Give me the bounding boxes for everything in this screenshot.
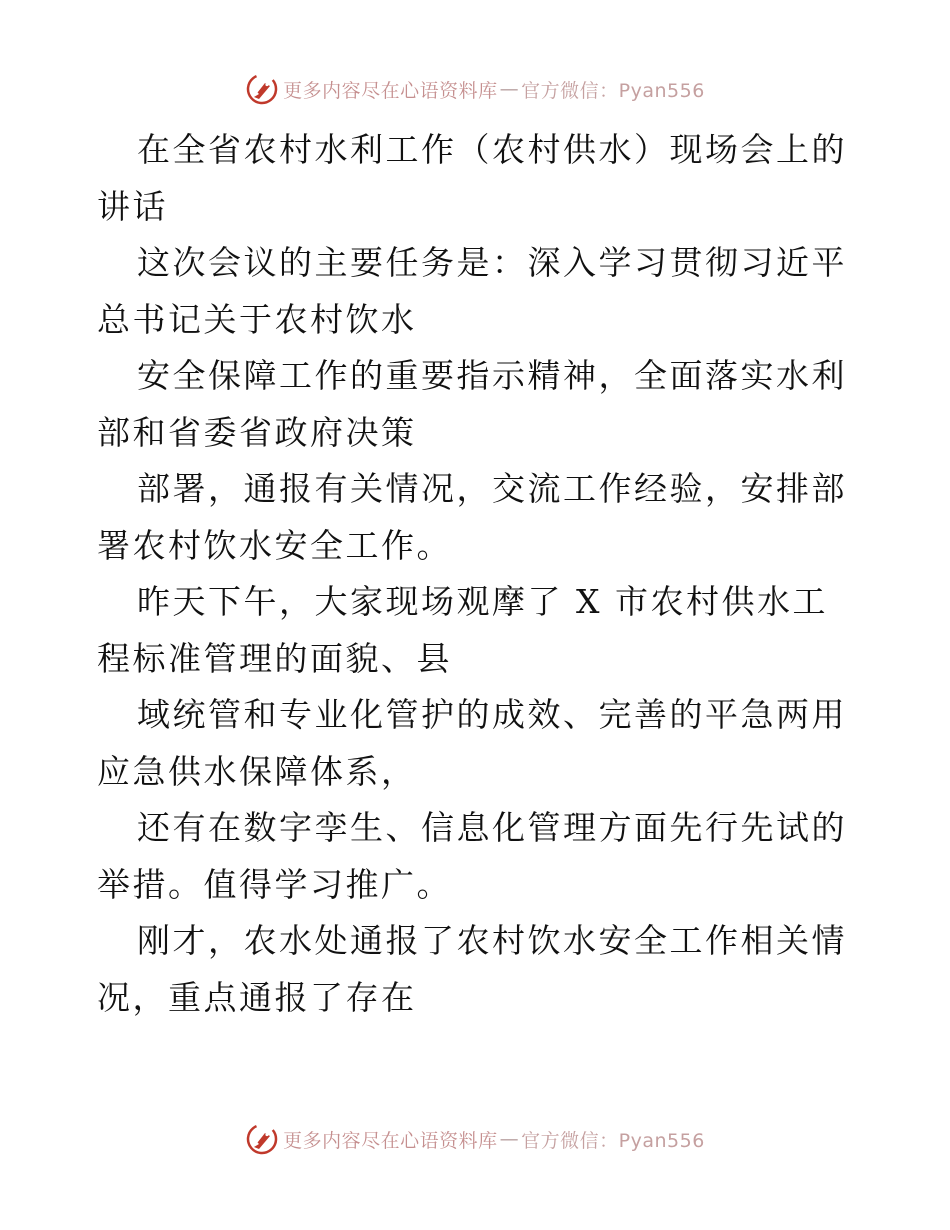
watermark-contact: 官方微信：Pyan556 bbox=[521, 1129, 705, 1152]
document-paragraph: 还有在数字孪生、信息化管理方面先行先试的举措。值得学习推广。 bbox=[97, 808, 847, 904]
watermark-separator: — bbox=[499, 78, 520, 100]
pen-nib-logo-icon bbox=[245, 72, 279, 106]
watermark-separator: — bbox=[499, 1128, 520, 1150]
document-paragraph: 安全保障工作的重要指示精神，全面落实水利部和省委省政府决策 bbox=[97, 356, 847, 452]
document-paragraph: 域统管和专业化管护的成效、完善的平急两用应急供水保障体系， bbox=[97, 695, 847, 791]
watermark-banner-top bbox=[0, 72, 950, 106]
watermark-text: 更多内容尽在心语资料库 bbox=[283, 1129, 498, 1152]
document-paragraph: 在全省农村水利工作（农村供水）现场会上的讲话 bbox=[97, 130, 847, 226]
watermark-banner-bottom bbox=[0, 1122, 950, 1156]
document-paragraph: 这次会议的主要任务是：深入学习贯彻习近平总书记关于农村饮水 bbox=[97, 243, 847, 339]
document-paragraph: 昨天下午，大家现场观摩了 X 市农村供水工程标准管理的面貌、县 bbox=[97, 582, 828, 678]
pen-nib-logo-icon bbox=[245, 1122, 279, 1156]
document-paragraph: 部署，通报有关情况，交流工作经验，安排部署农村饮水安全工作。 bbox=[97, 469, 847, 565]
watermark-contact: 官方微信：Pyan556 bbox=[521, 79, 705, 102]
document-paragraph: 刚才，农水处通报了农村饮水安全工作相关情况，重点通报了存在 bbox=[97, 921, 847, 1017]
watermark-text: 更多内容尽在心语资料库 bbox=[283, 79, 498, 102]
document-body bbox=[97, 122, 857, 1026]
